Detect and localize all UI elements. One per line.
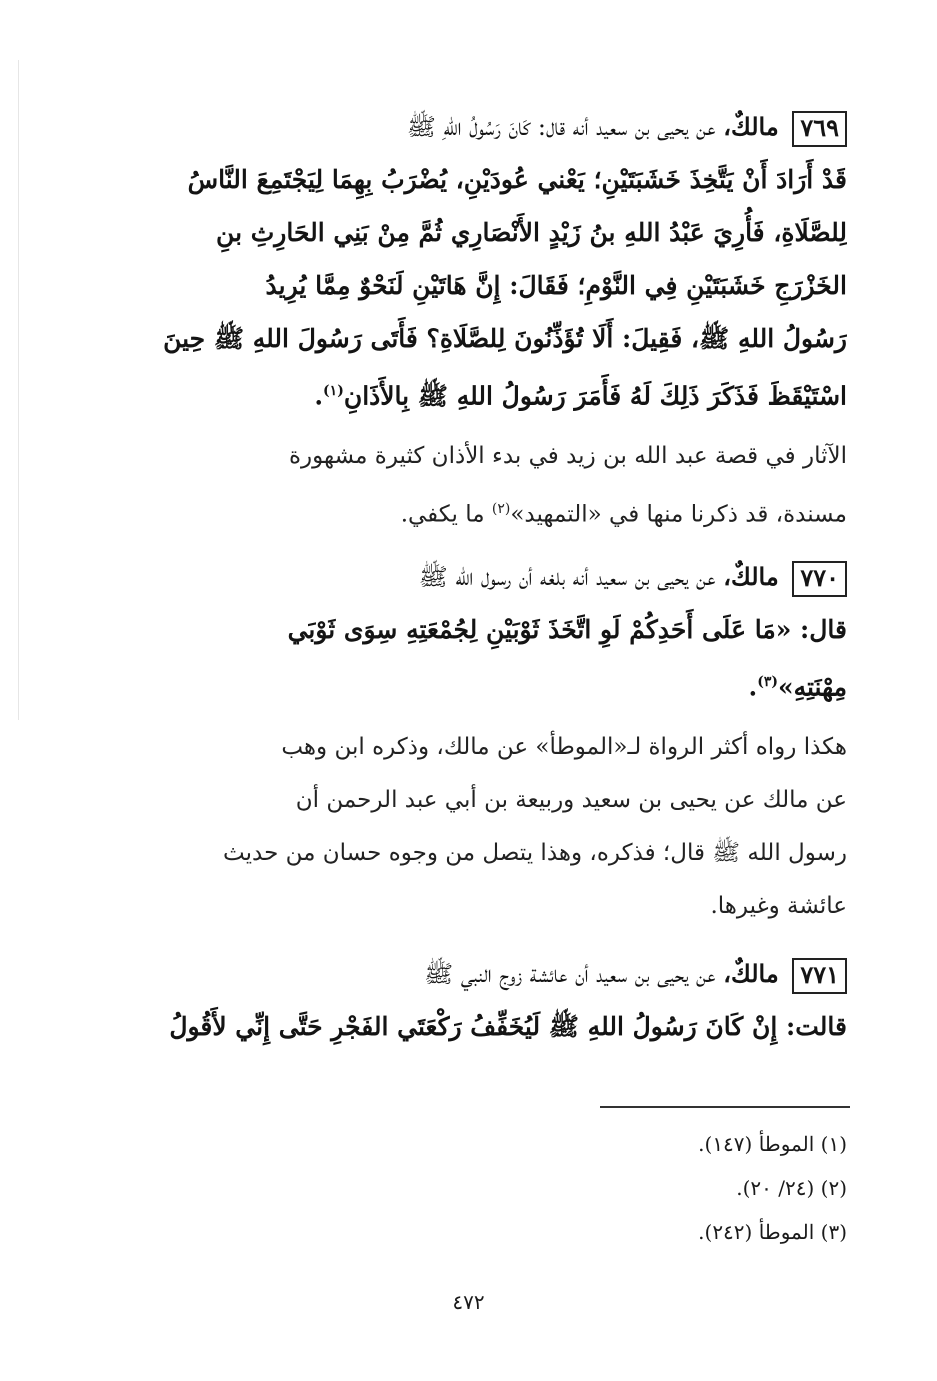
narrator-lead: مالكٌ، bbox=[723, 562, 779, 591]
line-text: عن يحيى بن سعيد أنه قال: كَانَ رَسُولُ اللهِ ﷺ bbox=[406, 113, 716, 141]
narrator-lead: مالكٌ، bbox=[723, 959, 779, 988]
text-line: رسول الله ﷺ قال؛ فذكره، وهذا يتصل من وجوه حسان من حديث bbox=[223, 840, 847, 866]
text-line: رَسُولُ اللهِ ﷺ، فَقِيلَ: أَلَا تُؤَذِّنُونَ لِلصَّلَاةِ؟ فَأَتَى رَسُولَ اللهِ ﷺ حِينَ bbox=[163, 324, 847, 353]
line-text: مِهْنَتِهِ» bbox=[777, 672, 847, 702]
hadith-number: ٧٧١ bbox=[792, 958, 847, 994]
footnote-item: (٣) الموطأ (٢٤٢). bbox=[698, 1220, 847, 1244]
line-end: . bbox=[748, 672, 758, 702]
text-line bbox=[104, 483, 847, 536]
hadith-number: ٧٦٩ bbox=[792, 111, 847, 147]
footnote-item: (٢) (٢٤/ ٢٠). bbox=[736, 1176, 847, 1200]
line-text: مسندة، قد ذكرنا منها في «التمهيد» bbox=[510, 501, 847, 528]
text-line: الخَزْرَجِ خَشَبَتَيْنِ فِي النَّوْمِ؛ فَقَالَ: إِنَّ هَاتَيْنِ لَنَحْوٌ مِمَّا يُرِيدُ bbox=[265, 271, 847, 300]
line-end: . bbox=[314, 381, 324, 411]
footnote-separator bbox=[600, 1106, 850, 1108]
text-line bbox=[104, 656, 847, 709]
scan-edge-line bbox=[18, 60, 19, 720]
footnotes bbox=[447, 1122, 847, 1254]
footnote-ref: (١) bbox=[323, 383, 344, 399]
text-line: هكذا رواه أكثر الرواة لـ«الموطأ» عن مالك، وذكره ابن وهب bbox=[281, 734, 847, 760]
text-line: عن مالك عن يحيى بن سعيد وربيعة بن أبي عبد الرحمن أن bbox=[295, 787, 847, 813]
text-line bbox=[104, 365, 847, 418]
line-text: عن يحيى بن سعيد أن عائشة زوج النبي ﷺ bbox=[424, 960, 716, 988]
hadith-entry-769 bbox=[104, 100, 847, 418]
line-text: عن يحيى بن سعيد أنه بلغه أن رسول الله ﷺ bbox=[418, 563, 716, 591]
page-number: ٤٧٢ bbox=[452, 1290, 485, 1314]
text-line: عائشة وغيرها. bbox=[710, 893, 847, 919]
text-line: قال: «مَا عَلَى أَحَدِكُمْ لَوِ اتَّخَذَ ثَوْبَيْنِ لِجُمْعَتِهِ سِوَى ثَوْبَي bbox=[287, 615, 847, 644]
text-line: الآثار في قصة عبد الله بن زيد في بدء الأذان كثيرة مشهورة bbox=[289, 443, 847, 469]
footnote-item: (١) الموطأ (١٤٧). bbox=[698, 1132, 847, 1156]
main-text bbox=[104, 100, 847, 1065]
text-line bbox=[104, 100, 847, 153]
footnote-ref: (٢) bbox=[491, 501, 511, 517]
commentary-paragraph bbox=[104, 721, 847, 933]
commentary-paragraph bbox=[104, 430, 847, 536]
hadith-entry-770 bbox=[104, 550, 847, 709]
text-line: قالت: إِنْ كَانَ رَسُولُ اللهِ ﷺ لَيُخَفِّفُ رَكْعَتَي الفَجْرِ حَتَّى إِنِّي لأَقُولُ bbox=[169, 1012, 847, 1041]
text-line: قَدْ أَرَادَ أَنْ يَتَّخِذَ خَشَبَتَيْنِ؛ يَعْني عُودَيْنِ، يُضْرَبُ بِهِمَا لِيَجْتَمِعَ النَّاسُ bbox=[187, 165, 847, 194]
hadith-number: ٧٧٠ bbox=[792, 561, 847, 597]
line-text: ما يكفي. bbox=[400, 501, 492, 528]
hadith-entry-771 bbox=[104, 947, 847, 1053]
text-line bbox=[104, 550, 847, 603]
text-line: لِلصَّلَاةِ، فَأُرِيَ عَبْدُ اللهِ بنُ زَيْدٍ الأَنْصَارِي ثُمَّ مِنْ بَنِي الحَارِثِ بنِ bbox=[216, 218, 847, 247]
text-line bbox=[104, 947, 847, 1000]
narrator-lead: مالكٌ، bbox=[723, 112, 779, 141]
line-text: اسْتَيْقَظَ فَذَكَرَ ذَلِكَ لَهُ فَأَمَرَ رَسُولُ اللهِ ﷺ بِالأَذَانِ bbox=[343, 381, 847, 411]
footnote-ref: (٣) bbox=[757, 674, 778, 690]
